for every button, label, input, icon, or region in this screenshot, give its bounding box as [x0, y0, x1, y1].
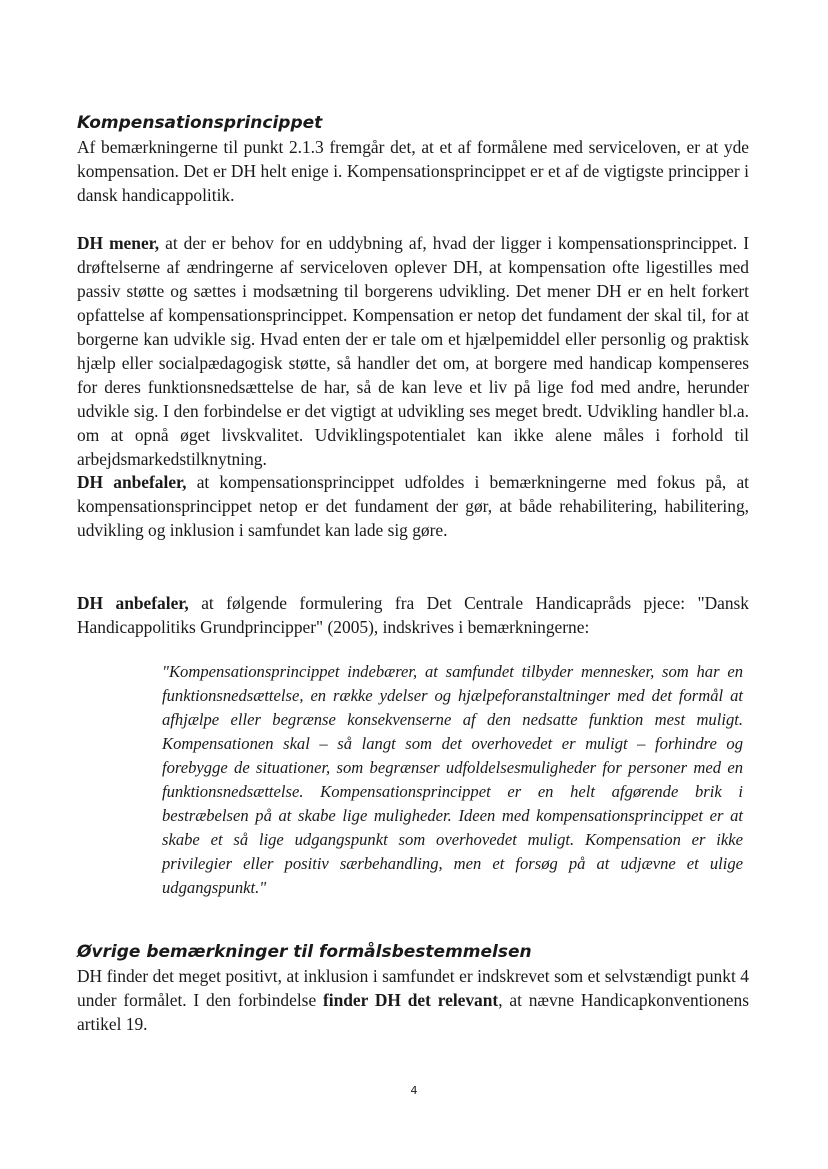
paragraph-dh-mener-text: at der er behov for en uddybning af, hvad der ligger i kompensationsprincippet. I drøftelserne af ændringerne af serviceloven oplever DH, at kompensation ofte ligestilles med passiv støtte og sættes i modsætning til borgerens udvikling. Det mener DH er en helt forkert opfattelse af kompensationsprincippet. Kompensation er netop det fundament der skal til, for at borgerne kan udvikle sig. Hvad enten der er tale om et hjælpemiddel eller personlig og praktisk hjælp eller socialpædagogisk støtte, så handler det om, at borgere med handicap kompenseres for deres funktionsnedsættelse de har, så de kan leve et liv på lige fod med andre, herunder udvikle sig. I den forbindelse er det vigtigt at udvikling ses meget bredt. Udvikling handler bl.a. om at opnå øget livskvalitet. Udviklingspotentialet kan ikke alene måles i forhold til arbejdsmarkedstilknytning. — [77, 233, 749, 469]
paragraph-dh-anbefaler-2-text: at følgende formulering fra Det Centrale Handicapråds pjece: "Dansk Handicappolitiks Grundprincipper" (2005), indskrives i bemærkningerne: — [77, 593, 749, 637]
paragraph-oevrige-text-before: DH finder det meget positivt, at inklusion i samfundet er indskrevet som et selvstændigt punkt 4 under formålet. I den forbindelse — [77, 966, 749, 1010]
section-heading-kompensation: Kompensationsprincippet — [77, 113, 323, 133]
paragraph-intro: Af bemærkningerne til punkt 2.1.3 fremgår det, at et af formålene med serviceloven, er at yde kompensation. Det er DH helt enige i. Kompensationsprincippet er et af de vigtigste principper i dansk handicappolitik. — [77, 137, 749, 205]
lead-dh-anbefaler-1: DH anbefaler, — [77, 472, 187, 492]
lead-dh-mener: DH mener, — [77, 233, 160, 253]
page-number: 4 — [410, 1084, 418, 1097]
paragraph-oevrige — [77, 964, 749, 1036]
paragraph-oevrige-strong: finder DH det relevant — [322, 990, 499, 1010]
paragraph-dh-anbefaler-2 — [77, 591, 749, 639]
block-quote: "Kompensationsprincippet indebærer, at samfundet tilbyder mennesker, som har en funktionsnedsættelse, en række ydelser og hjælpeforanstaltninger med det formål at afhjælpe eller begrænse konsekvenserne af den nedsatte funktion mest muligt. Kompensationen skal – så langt som det overhovedet er muligt – forhindre og forebygge de situationer, som begrænser udfoldelsesmuligheder for personer med en funktionsnedsættelse. Kompensationsprincippet er en helt afgørende brik i bestræbelsen på at skabe lige muligheder. Ideen med kompensationsprincippet er at skabe et så lige udgangspunkt som overhovedet muligt. Kompensation er ikke privilegier eller positiv særbehandling, men et forsøg på at udjævne et ulige udgangspunkt." — [162, 662, 743, 897]
paragraph-dh-anbefaler-1 — [77, 470, 749, 542]
paragraph-dh-anbefaler-1-text: at kompensationsprincippet udfoldes i bemærkningerne med fokus på, at kompensationsprincippet netop er det fundament der gør, at både rehabilitering, habilitering, udvikling og inklusion i samfundet kan lade sig gøre. — [77, 472, 749, 540]
paragraph-oevrige-text-after: , at nævne Handicapkonventionens artikel 19. — [77, 990, 749, 1034]
lead-dh-anbefaler-2: DH anbefaler, — [77, 593, 189, 613]
paragraph-dh-mener — [77, 231, 749, 471]
section-heading-oevrige: Øvrige bemærkninger til formålsbestemmelsen — [77, 942, 532, 962]
